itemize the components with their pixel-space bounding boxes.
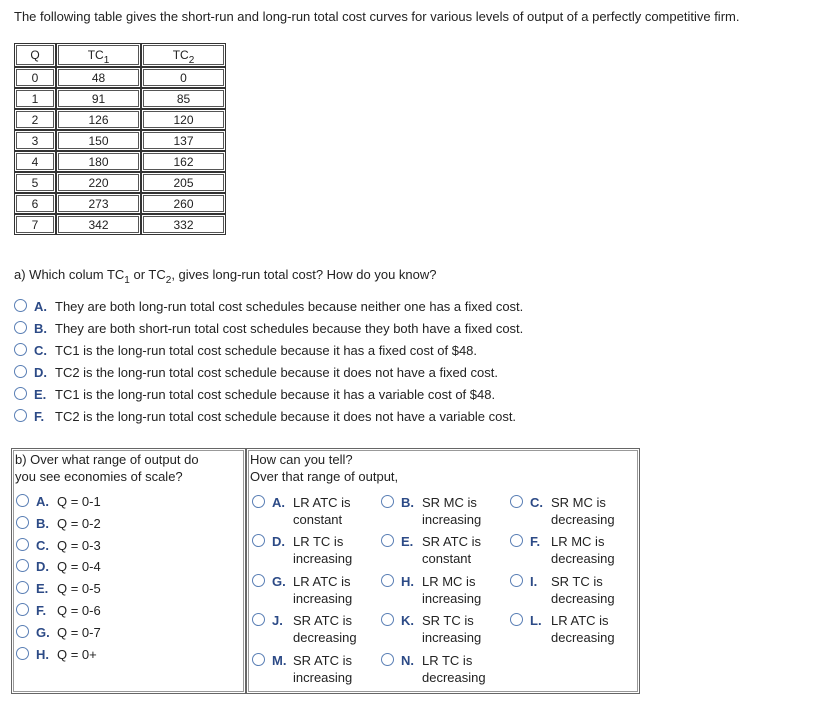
- cell-q: 6: [14, 193, 56, 214]
- radio-button[interactable]: [14, 387, 27, 400]
- table-row: [14, 151, 226, 172]
- radio-button[interactable]: [252, 495, 265, 508]
- table-row: [14, 130, 226, 151]
- cell-q: 1: [14, 88, 56, 109]
- header-tc1: [56, 43, 141, 67]
- option-letter: B.: [34, 321, 47, 336]
- option-text: Q = 0-1: [57, 494, 101, 509]
- option-letter: C.: [34, 343, 47, 358]
- cell-q: 0: [14, 67, 56, 88]
- cell-tc2: 137: [141, 130, 226, 151]
- option-letter: E.: [34, 387, 47, 402]
- cell-tc2: 205: [141, 172, 226, 193]
- option-text: [422, 652, 486, 686]
- question-b-option[interactable]: [16, 494, 101, 509]
- question-a-text-2: or TC: [129, 267, 166, 282]
- option-letter: E.: [401, 534, 414, 549]
- question-c-option[interactable]: [510, 573, 615, 607]
- radio-button[interactable]: [252, 613, 265, 626]
- question-c-option[interactable]: [381, 533, 481, 567]
- cell-tc1: 273: [56, 193, 141, 214]
- table-row: [14, 172, 226, 193]
- option-text: They are both long-run total cost schedules because neither one has a fixed cost.: [55, 299, 524, 314]
- radio-button[interactable]: [14, 299, 27, 312]
- option-text: Q = 0-7: [57, 624, 101, 640]
- table-row: [14, 109, 226, 130]
- cell-tc1: 220: [56, 172, 141, 193]
- option-text: [422, 533, 481, 567]
- question-b-title-2: you see economies of scale?: [15, 469, 183, 484]
- cell-tc2: 0: [141, 67, 226, 88]
- question-c-option[interactable]: [252, 612, 357, 646]
- question-a-option[interactable]: [14, 343, 477, 358]
- option-text-line-1: SR MC is: [551, 495, 606, 510]
- question-a-text-3: , gives long-run total cost? How do you know?: [171, 267, 437, 282]
- option-text: Q = 0-3: [57, 537, 101, 553]
- radio-button[interactable]: [510, 534, 523, 547]
- question-b-option[interactable]: [16, 559, 101, 574]
- option-text: TC1 is the long-run total cost schedule because it has a fixed cost of $48.: [55, 343, 478, 358]
- question-b-option[interactable]: [16, 581, 101, 596]
- question-b-option[interactable]: [16, 516, 101, 531]
- cell-tc1: 48: [56, 67, 141, 88]
- option-letter: M.: [272, 653, 287, 668]
- radio-button[interactable]: [16, 538, 29, 551]
- cell-tc2: 260: [141, 193, 226, 214]
- option-text-line-2: decreasing: [551, 551, 615, 566]
- option-letter: G.: [36, 624, 50, 640]
- question-c-option[interactable]: [252, 573, 352, 607]
- option-letter: I.: [530, 574, 538, 589]
- option-text-line-2: decreasing: [551, 591, 615, 606]
- radio-button[interactable]: [14, 343, 27, 356]
- option-text: [293, 612, 357, 646]
- option-text-line-1: SR ATC is: [293, 613, 352, 628]
- option-text-line-2: increasing: [293, 551, 353, 566]
- option-letter: C.: [530, 495, 543, 510]
- intro-text: The following table gives the short-run and long-run total cost curves for various levels of output of a perfectly competitive firm.: [14, 9, 740, 24]
- option-text-line-2: decreasing: [293, 630, 357, 645]
- option-letter: A.: [34, 299, 47, 314]
- header-tc2-sub: 2: [188, 55, 195, 66]
- option-text-line-2: constant: [293, 512, 343, 527]
- option-text: Q = 0-4: [57, 559, 101, 575]
- option-text: They are both short-run total cost schedules because they both have a fixed cost.: [55, 321, 524, 336]
- option-text-line-1: SR ATC is: [422, 534, 481, 549]
- question-c-option[interactable]: [381, 612, 481, 646]
- option-letter: K.: [401, 613, 414, 628]
- option-text-line-2: increasing: [293, 591, 353, 606]
- question-c-option[interactable]: [252, 494, 351, 528]
- option-text-line-1: LR MC is: [551, 534, 605, 549]
- question-c-option[interactable]: [381, 652, 486, 686]
- question-c-option[interactable]: [510, 612, 615, 646]
- radio-button[interactable]: [381, 613, 394, 626]
- option-text-line-1: LR TC is: [293, 534, 344, 549]
- question-c-title-2: Over that range of output,: [250, 469, 399, 484]
- question-b-option[interactable]: [16, 625, 101, 640]
- option-letter: G.: [272, 574, 286, 589]
- option-letter: F.: [34, 409, 45, 424]
- radio-button[interactable]: [510, 495, 523, 508]
- option-text: [293, 494, 351, 528]
- radio-button[interactable]: [381, 653, 394, 666]
- radio-button[interactable]: [381, 495, 394, 508]
- option-text: Q = 0-5: [57, 581, 101, 597]
- table-row: [14, 88, 226, 109]
- option-text-line-1: SR TC is: [422, 613, 474, 628]
- question-b-option[interactable]: [16, 603, 101, 618]
- option-text: [551, 612, 615, 646]
- option-text-line-1: LR ATC is: [293, 574, 351, 589]
- option-text: Q = 0-2: [57, 515, 101, 531]
- cell-tc2: 332: [141, 214, 226, 235]
- cell-q: 7: [14, 214, 56, 235]
- option-letter: H.: [36, 646, 49, 662]
- radio-button[interactable]: [14, 409, 27, 422]
- question-c-option[interactable]: [510, 494, 615, 528]
- option-text-line-1: LR MC is: [422, 574, 476, 589]
- option-text: [422, 573, 481, 607]
- radio-button[interactable]: [510, 574, 523, 587]
- radio-button[interactable]: [14, 321, 27, 334]
- question-c-option[interactable]: [381, 494, 481, 528]
- table-row: [14, 67, 226, 88]
- option-text-line-2: decreasing: [422, 670, 486, 685]
- question-a-option[interactable]: [14, 321, 523, 336]
- header-tc2-text: TC: [172, 48, 189, 62]
- radio-button[interactable]: [16, 603, 29, 616]
- option-text: [293, 533, 352, 567]
- cell-tc1: 342: [56, 214, 141, 235]
- option-text-line-1: LR ATC is: [551, 613, 609, 628]
- question-c-option[interactable]: [510, 533, 615, 567]
- option-letter: L.: [530, 613, 542, 628]
- option-letter: N.: [401, 653, 414, 668]
- option-text: TC2 is the long-run total cost schedule because it does not have a fixed cost.: [55, 365, 498, 380]
- option-text-line-1: SR MC is: [422, 495, 477, 510]
- question-a-prompt: [14, 267, 437, 286]
- cell-tc2: 162: [141, 151, 226, 172]
- option-letter: F.: [36, 603, 47, 618]
- question-b-option[interactable]: [16, 647, 97, 662]
- question-a-option[interactable]: [14, 387, 495, 402]
- option-letter: A.: [272, 495, 285, 510]
- option-letter: B.: [36, 515, 49, 531]
- radio-button[interactable]: [252, 534, 265, 547]
- option-text-line-2: decreasing: [551, 630, 615, 645]
- question-c-option[interactable]: [252, 533, 352, 567]
- option-letter: D.: [34, 365, 47, 380]
- option-text-line-1: LR TC is: [422, 653, 473, 668]
- option-letter: J.: [272, 613, 283, 628]
- question-c-title: [250, 451, 398, 485]
- option-letter: D.: [36, 559, 49, 575]
- question-c-option[interactable]: [381, 573, 481, 607]
- option-text: TC2 is the long-run total cost schedule because it does not have a variable cost.: [55, 409, 517, 424]
- option-text: TC1 is the long-run total cost schedule because it has a variable cost of $48.: [55, 387, 496, 402]
- header-q: Q: [14, 43, 56, 67]
- option-text-line-2: increasing: [422, 512, 482, 527]
- header-tc1-text: TC: [87, 48, 104, 62]
- radio-button[interactable]: [252, 574, 265, 587]
- option-letter: B.: [401, 495, 414, 510]
- option-text: [422, 612, 481, 646]
- table-header-row: [14, 43, 226, 67]
- option-text-line-2: increasing: [422, 630, 482, 645]
- option-text: [551, 533, 615, 567]
- option-letter: C.: [36, 537, 49, 553]
- radio-button[interactable]: [252, 653, 265, 666]
- table-row: [14, 214, 226, 235]
- question-c-title-1: How can you tell?: [250, 452, 353, 467]
- cost-table: [14, 43, 226, 235]
- radio-button[interactable]: [16, 581, 29, 594]
- option-letter: E.: [36, 581, 49, 597]
- radio-button[interactable]: [16, 559, 29, 572]
- radio-button[interactable]: [510, 613, 523, 626]
- option-letter: F.: [530, 534, 541, 549]
- radio-button[interactable]: [16, 494, 29, 507]
- option-text: [551, 573, 615, 607]
- question-a-text-1: a) Which colum TC: [14, 267, 125, 282]
- cell-tc2: 120: [141, 109, 226, 130]
- radio-button[interactable]: [16, 625, 29, 638]
- cell-tc1: 150: [56, 130, 141, 151]
- radio-button[interactable]: [16, 647, 29, 660]
- option-text-line-2: increasing: [422, 591, 482, 606]
- option-text-line-2: increasing: [293, 670, 353, 685]
- question-a-option[interactable]: [14, 299, 523, 314]
- option-letter: D.: [272, 534, 285, 549]
- header-tc2: [141, 43, 226, 67]
- cell-q: 5: [14, 172, 56, 193]
- option-letter: H.: [401, 574, 414, 589]
- question-a-option[interactable]: [14, 365, 498, 380]
- radio-button[interactable]: [381, 574, 394, 587]
- option-text-line-2: constant: [422, 551, 472, 566]
- question-c-option[interactable]: [252, 652, 352, 686]
- cell-q: 3: [14, 130, 56, 151]
- question-b-option[interactable]: [16, 538, 101, 553]
- table-row: [14, 193, 226, 214]
- question-a-sub-2: 2: [165, 275, 172, 286]
- question-b-title-1: b) Over what range of output do: [15, 452, 199, 467]
- option-text-line-1: LR ATC is: [293, 495, 351, 510]
- cell-tc1: 180: [56, 151, 141, 172]
- question-a-option[interactable]: [14, 409, 516, 424]
- option-text: [551, 494, 615, 528]
- option-text-line-1: SR TC is: [551, 574, 603, 589]
- cell-q: 2: [14, 109, 56, 130]
- cell-tc1: 91: [56, 88, 141, 109]
- question-b-title: [15, 451, 199, 485]
- option-text: [293, 573, 352, 607]
- option-text: [422, 494, 481, 528]
- option-text: Q = 0-6: [57, 603, 101, 618]
- question-a-sub-1: 1: [124, 275, 130, 286]
- cell-q: 4: [14, 151, 56, 172]
- cell-tc1: 126: [56, 109, 141, 130]
- option-letter: A.: [36, 494, 49, 509]
- option-text: [293, 652, 352, 686]
- radio-button[interactable]: [16, 516, 29, 529]
- radio-button[interactable]: [381, 534, 394, 547]
- cell-tc2: 85: [141, 88, 226, 109]
- option-text: Q = 0+: [57, 646, 97, 662]
- option-text-line-1: SR ATC is: [293, 653, 352, 668]
- radio-button[interactable]: [14, 365, 27, 378]
- option-text-line-2: decreasing: [551, 512, 615, 527]
- header-tc1-sub: 1: [103, 55, 110, 66]
